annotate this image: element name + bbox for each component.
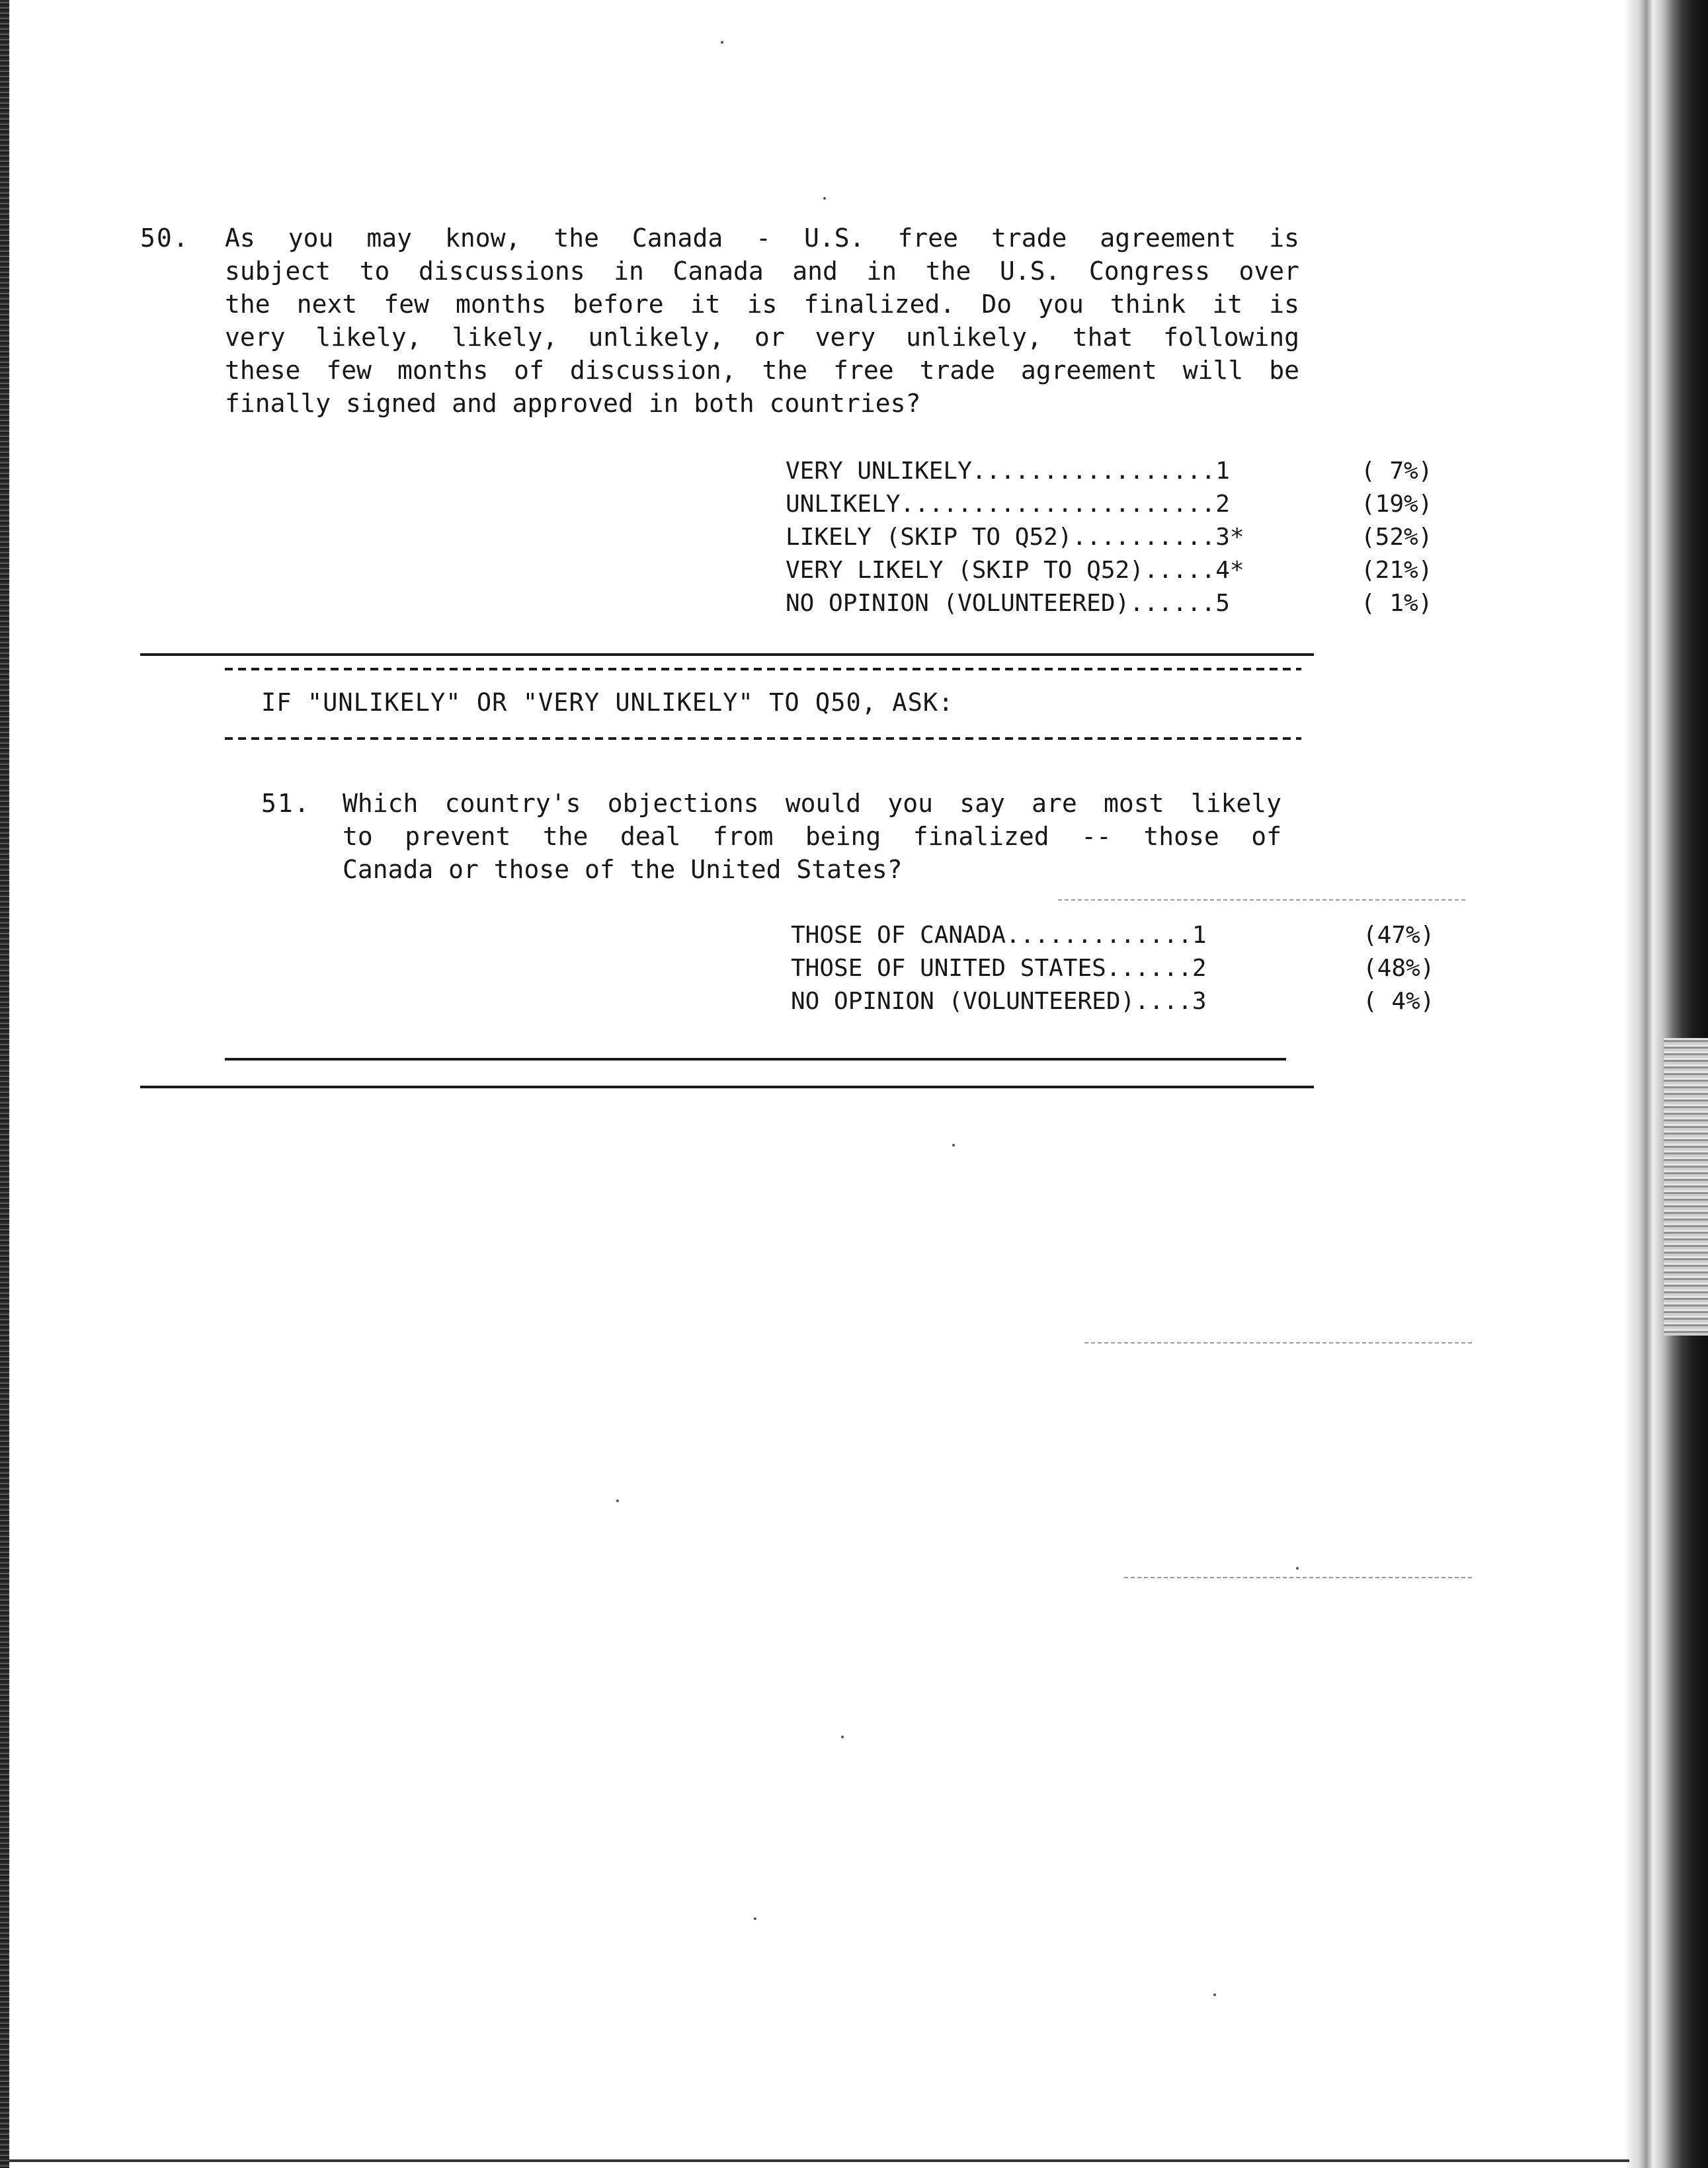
question-line: Canada or those of the United States? [343, 855, 903, 884]
section-rule [140, 653, 1314, 656]
question-line: to prevent the deal from being finalized -- those of [343, 822, 1281, 851]
question-text [343, 787, 1281, 886]
answer-percent: (52%) [1361, 524, 1433, 551]
answer-list [786, 455, 1447, 620]
answer-label: LIKELY (SKIP TO Q52)..........3* [786, 524, 1244, 551]
answer-percent: ( 4%) [1363, 988, 1435, 1015]
question-line: these few months of discussion, the free trade agreement will be [225, 356, 1299, 385]
speck [841, 1736, 844, 1738]
answer-label: VERY UNLIKELY.................1 [786, 458, 1230, 485]
answer-percent: (48%) [1363, 955, 1435, 982]
question-51-end-rule [225, 1058, 1286, 1061]
answer-percent: (21%) [1361, 557, 1433, 584]
question-text [225, 221, 1299, 420]
instruction-rule-bottom [225, 737, 1301, 740]
scan-page-tab [1664, 1038, 1708, 1336]
speck [754, 1917, 756, 1920]
speck [1296, 1567, 1299, 1570]
bleed-rule [1084, 1342, 1475, 1344]
question-line: very likely, likely, unlikely, or very unlikely, that following [225, 323, 1299, 352]
speck [823, 197, 826, 200]
answer-percent: (47%) [1363, 922, 1435, 949]
speck [952, 1144, 955, 1146]
question-line: the next few months before it is finalized. Do you think it is [225, 290, 1299, 319]
answer-option [791, 952, 1452, 985]
answer-option [791, 919, 1452, 952]
section-end-rule [140, 1086, 1314, 1088]
scan-bottom-edge [9, 2159, 1629, 2162]
answer-option [786, 488, 1447, 521]
instruction-rule-top [225, 668, 1301, 670]
answer-percent: (19%) [1361, 491, 1433, 518]
answer-label: NO OPINION (VOLUNTEERED)......5 [786, 590, 1230, 617]
answer-list [791, 919, 1452, 1018]
answer-percent: ( 1%) [1361, 590, 1433, 617]
speck [1213, 1993, 1216, 1996]
question-line: subject to discussions in Canada and in the U.S. Congress over [225, 257, 1299, 286]
skip-instruction: IF "UNLIKELY" OR "VERY UNLIKELY" TO Q50, ASK: [261, 688, 954, 717]
answer-label: THOSE OF UNITED STATES......2 [791, 955, 1207, 982]
speck [721, 41, 723, 44]
bleed-rule [1058, 899, 1468, 901]
scan-right-edge [1627, 0, 1708, 2168]
speck [616, 1500, 619, 1502]
scan-left-edge [0, 0, 9, 2168]
answer-option [786, 455, 1447, 488]
answer-label: UNLIKELY......................2 [786, 491, 1230, 518]
question-number: 51. [261, 789, 311, 818]
answer-option [786, 587, 1447, 620]
answer-label: THOSE OF CANADA.............1 [791, 922, 1207, 949]
question-line: finally signed and approved in both countries? [225, 389, 921, 418]
answer-label: NO OPINION (VOLUNTEERED)....3 [791, 988, 1207, 1015]
question-line: Which country's objections would you say are most likely [343, 789, 1281, 818]
answer-option [786, 554, 1447, 587]
bleed-rule [1124, 1577, 1475, 1578]
answer-percent: ( 7%) [1361, 458, 1433, 485]
answer-label: VERY LIKELY (SKIP TO Q52).....4* [786, 557, 1244, 584]
answer-option [786, 521, 1447, 554]
question-number: 50. [140, 223, 190, 253]
question-line: As you may know, the Canada - U.S. free trade agreement is [225, 223, 1299, 253]
answer-option [791, 985, 1452, 1018]
